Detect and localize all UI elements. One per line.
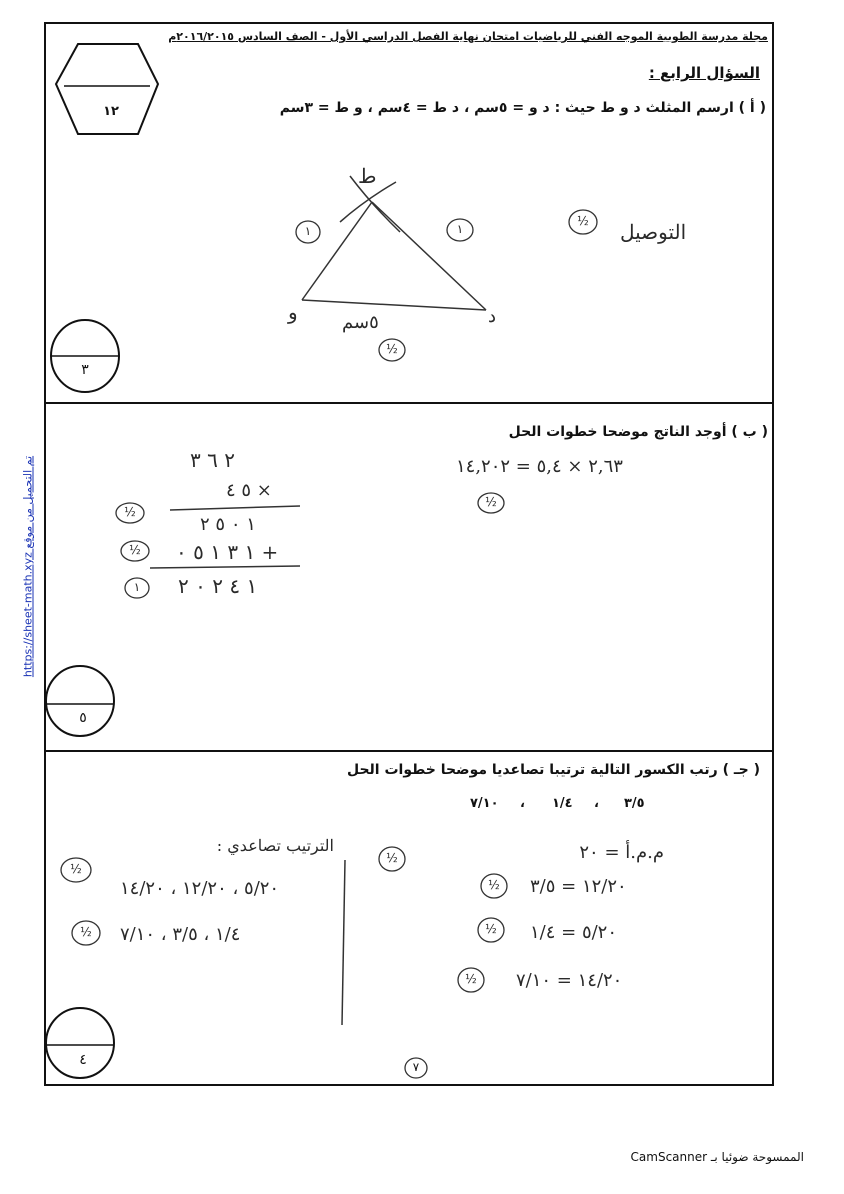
order-row: ١/٤ ، ٣/٥ ، ٧/١٠	[120, 924, 241, 945]
part-b-expression: ٢,٦٣ × ٥,٤ = ١٤,٢٠٢	[456, 456, 623, 477]
step: ١٤/٢٠ = ٧/١٠	[516, 970, 623, 991]
mark: ½	[386, 342, 398, 356]
mark: ١	[456, 222, 464, 236]
mult-row: ١ ٠ ٥ ٢	[200, 514, 256, 535]
fraction: ٣/٥	[624, 796, 645, 811]
total-hexagon	[56, 44, 158, 134]
vertex-w: و	[288, 300, 298, 324]
mark: ½	[70, 862, 82, 876]
fraction: ٧/١٠	[470, 796, 499, 811]
score-circle-a	[51, 320, 119, 392]
mark: ½	[386, 851, 398, 865]
mark: ½	[485, 922, 497, 936]
score-b: ٥	[79, 710, 87, 726]
mult-row: ١ ٣ ١ ٥ ٠ +	[176, 540, 279, 564]
part-c-title: ( جـ ) رتب الكسور التالية ترتيبا تصاعديا موضحا خطوات الحل	[346, 762, 760, 778]
camscanner-footer: الممسوحة ضوئيا بـ CamScanner	[630, 1150, 804, 1164]
step: ١٢/٢٠ = ٣/٥	[530, 876, 627, 897]
question4-part-a: ( أ ) ارسم المثلث د و ط حيث : د و = ٥سم ، د ط = ٤سم ، و ط = ٣سم	[279, 100, 766, 116]
mark: ½	[80, 925, 92, 939]
mult-row: ٢ ٦ ٣	[190, 448, 235, 472]
score-a: ٣	[81, 362, 89, 378]
mark: ½	[488, 878, 500, 892]
mark: ½	[577, 214, 589, 228]
lcm-line: م.م.أ = ٢٠	[579, 842, 664, 863]
header-line: مجلة مدرسة الطوبية الموجه الفني للرياضيات امتحان نهاية الفصل الدراسي الأول - الصف السادس ٢٠١٦/٢٠١٥م	[168, 30, 768, 43]
mark: ½	[129, 543, 141, 557]
side-link-text[interactable]: https://sheet-math.xyz تم التحميل من موقع	[21, 455, 35, 678]
order-row: ٥/٢٠ ، ١٢/٢٠ ، ١٤/٢٠	[120, 878, 280, 899]
triangle-construction	[302, 176, 486, 310]
mark: ١	[133, 580, 141, 594]
mark: ½	[485, 495, 497, 509]
part-b-title: ( ب ) أوجد الناتج موضحا خطوات الحل	[508, 424, 768, 440]
mark-circles	[61, 210, 597, 1078]
vertex-t: ط	[358, 164, 377, 188]
fraction: ١/٤	[552, 796, 573, 811]
total-score: ١٢	[103, 104, 119, 119]
step: ٥/٢٠ = ١/٤	[530, 922, 618, 943]
handwritten-note: التوصيل	[620, 220, 687, 244]
mark: ½	[124, 505, 136, 519]
fraction-separator: ،	[594, 796, 599, 811]
mult-row: ٥ ٤ ×	[226, 480, 272, 501]
page-number: ٧	[412, 1060, 420, 1074]
mark: ½	[465, 972, 477, 986]
order-title: الترتيب تصاعدي :	[216, 836, 334, 855]
side-dw-label: ٥سم	[342, 312, 379, 333]
mark: ١	[304, 224, 312, 238]
score-c: ٤	[79, 1052, 87, 1068]
side-link[interactable]	[18, 420, 38, 720]
question4-title: السؤال الرابع :	[648, 64, 760, 82]
mult-row: ١ ٤ ٢ ٠ ٢	[178, 574, 258, 598]
fraction-separator: ،	[520, 796, 525, 811]
vertex-d: د	[488, 306, 497, 327]
